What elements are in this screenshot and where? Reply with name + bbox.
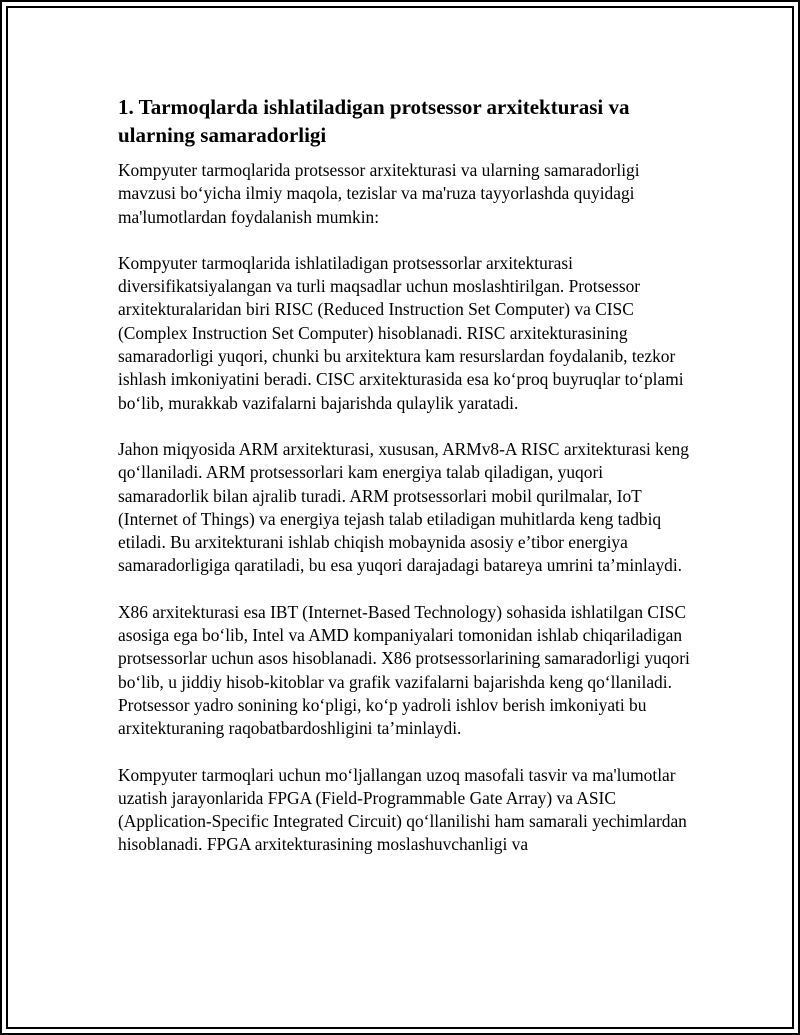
paragraph-fpga-asic: Kompyuter tarmoqlari uchun mo‘ljallangan uzoq masofali tasvir va ma'lumotlar uzatish jarayonlarida FPGA (Field-Programmable Gate Array) va ASIC (Application-Specific Integrated Circuit) qo‘llanilishi ham samarali yechimlardan hisoblanadi. FPGA arxitekturasining moslashuvchanligi va <box>118 764 687 855</box>
section-heading: 1. Tarmoqlarda ishlatiladigan protsessor arxitekturasi va ularning samaradorligi <box>118 95 630 147</box>
paragraph-risc-cisc: Kompyuter tarmoqlarida ishlatiladigan protsessorlar arxitekturasi diversifikatsiyalangan va turli maqsadlar uchun moslashtirilgan. Protsessor arxitekturalaridan biri RISC (Reduced Instruction Set Computer) va CISC (Complex Instruction Set Computer) hisoblanadi. RISC arxitekturasining samaradorligi yuqori, chunki bu arxitektura kam resurslardan foydalanib, tezkor ishlash imkoniyatini beradi. CISC arxitekturasida esa ko‘proq buyruqlar to‘plami bo‘lib, murakkab vazifalarni bajarishda qulaylik yaratadi. <box>118 252 684 413</box>
paragraph-x86: X86 arxitekturasi esa IBT (Internet-Based Technology) sohasida ishlatilgan CISC asosiga ega bo‘lib, Intel va AMD kompaniyalari tomonidan ishlab chiqariladigan protsessorlar uchun asos hisoblanadi. X86 protsessorlarining samaradorligi yuqori bo‘lib, u jiddiy hisob-kitoblar va grafik vazifalarni bajarishda keng qo‘llaniladi. Protsessor yadro sonining ko‘pligi, ko‘p yadroli ishlov berish imkoniyati bu arxitekturaning raqobatbardoshligini ta’minlaydi. <box>118 601 690 739</box>
paragraph-arm: Jahon miqyosida ARM arxitekturasi, xususan, ARMv8-A RISC arxitekturasi keng qo‘llaniladi. ARM protsessorlari kam energiya talab qiladigan, yuqori samaradorlik bilan ajralib turadi. ARM protsessorlari mobil qurilmalar, IoT (Internet of Things) va energiya tejash talab etiladigan muhitlarda keng tadbiq etiladi. Bu arxitekturani ishlab chiqish mobaynida asosiy e’tibor energiya samaradorligiga qaratiladi, bu esa yuqori darajadagi batareya umrini ta’minlaydi. <box>118 438 689 576</box>
paragraph-intro: Kompyuter tarmoqlarida protsessor arxitekturasi va ularning samaradorligi mavzusi bo‘yicha ilmiy maqola, tezislar va ma'ruza tayyorlashda quyidagi ma'lumotlardan foydalanish mumkin: <box>118 160 640 227</box>
document-body <box>118 93 698 880</box>
